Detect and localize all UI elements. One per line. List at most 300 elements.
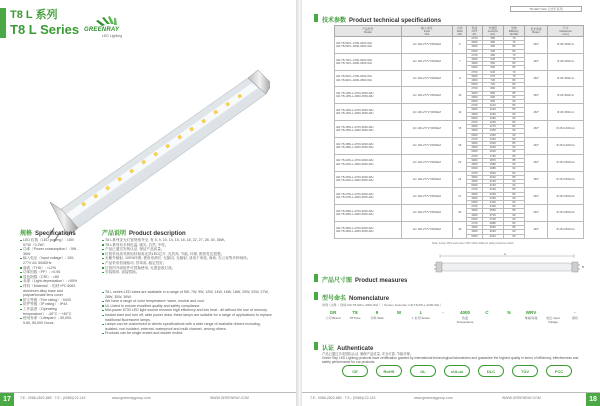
table-header-cell: 色温 CCT (K) xyxy=(467,26,482,37)
watt-cell: 7 xyxy=(453,53,467,70)
efficacy-cell: 90 xyxy=(503,217,524,221)
cct-cell: 6000 xyxy=(467,116,482,120)
footer-contact: T.E.: 0086-2822-880 · T.E.: (0086)122-115 xyxy=(310,396,376,400)
beam-cell: 160° xyxy=(524,205,547,222)
certification-logo: cULus xyxy=(444,365,470,377)
lumen-cell: 1350 xyxy=(482,129,503,133)
footer-brand-url: WWW.GREENRAY.COM xyxy=(210,396,249,400)
efficacy-cell: 80 xyxy=(503,121,524,125)
measure-cell: Φ 26×1500mm xyxy=(548,154,584,171)
lumen-cell: 1200 xyxy=(482,121,503,125)
measure-cell: Φ 26×1500mm xyxy=(548,188,584,205)
table-header-cell: 光通量 Lumens (lm) xyxy=(482,26,503,37)
series-title-cn: T8 L 系列 xyxy=(10,9,58,21)
desc-cn-item: 无紫外辐射, 100%环保, 使用寿命长, 无频闪, 无辐射, 适用于家庭, 商场, 办公室等多种场所。 xyxy=(102,256,272,261)
efficacy-cell: 90 xyxy=(503,146,524,150)
cct-cell: 4000 xyxy=(467,163,482,167)
lumen-cell: 720 xyxy=(482,79,503,83)
efficacy-cell: 90 xyxy=(503,196,524,200)
footer-brand-url: WWW.GREENRAY.COM xyxy=(502,396,541,400)
voltage-cell: AC 100-277V 50/60HZ xyxy=(401,171,453,188)
lumen-cell: 850 xyxy=(482,91,503,95)
nomenclature-code xyxy=(542,310,564,315)
beam-cell: 160° xyxy=(524,221,547,238)
desc-en-item: We have a range of color temperature: warm, neutral and cool. xyxy=(102,299,272,304)
measure-cell: Φ 26×2400mm xyxy=(548,221,584,238)
nomenclature-label xyxy=(432,317,454,324)
cct-cell: 6000 xyxy=(467,66,482,70)
lumen-cell: 1980 xyxy=(482,163,503,167)
table-header-cell: 发光角度 Beam xyxy=(524,26,547,37)
efficacy-cell: 85 xyxy=(503,108,524,112)
model-cell: GR-T8-7W-L-2700-3000-WH GR-T8-7W-L-4000-4500-WH xyxy=(335,53,402,70)
beam-cell: 160° xyxy=(524,121,547,138)
desc-en-item: Lamps can be customized to clients specifications with a wide range of available drivers including, isolated, non isolated, external, waterproof and multi channel, among others. xyxy=(102,322,272,331)
watt-cell: 15 xyxy=(453,121,467,138)
model-cell: GR-T8-30W-L-2700-3000-WH GR-T8-30W-L-4000-4500-WH xyxy=(335,205,402,222)
lumen-cell: 2160 xyxy=(482,179,503,183)
measure-cell: Φ 26×600mm xyxy=(548,70,584,87)
table-header-cell: 产品型号 Model xyxy=(335,26,402,37)
cct-cell: 2700 xyxy=(467,53,482,57)
efficacy-cell: 85 xyxy=(503,175,524,179)
efficacy-cell: 70 xyxy=(503,37,524,41)
efficacy-cell: 80 xyxy=(503,154,524,158)
cct-cell: 3000 xyxy=(467,142,482,146)
efficacy-cell: 90 xyxy=(503,95,524,99)
efficacy-cell: 90 xyxy=(503,163,524,167)
cct-cell: 2700 xyxy=(467,154,482,158)
cct-cell: 2700 xyxy=(467,137,482,141)
efficacy-cell: 90 xyxy=(503,133,524,137)
watt-cell: 30 xyxy=(453,205,467,222)
lumen-cell: 380 xyxy=(482,41,503,45)
efficacy-cell: 70 xyxy=(503,70,524,74)
efficacy-cell: 80 xyxy=(503,45,524,49)
green-accent-bar xyxy=(314,14,318,22)
lumen-cell: 490 xyxy=(482,53,503,57)
nomenclature-code: T8 xyxy=(352,310,358,315)
measure-cell: Φ 26×450mm xyxy=(548,53,584,70)
efficacy-cell: 90 xyxy=(503,234,524,238)
desc-en-item: T8 L series LED tubes are available in a range of 5W, 7W, 9W, 12W, 14W, 16W, 18W, 20W, 22W, 27W, 28W, 30W, 36W. xyxy=(102,290,272,299)
efficacy-cell: 80 xyxy=(503,171,524,175)
authenticate-text xyxy=(322,352,587,365)
model-cell: GR-T8-22W-L-2700-3000-WH GR-T8-22W-L-4000-4500-WH xyxy=(335,154,402,171)
lumen-cell: 525 xyxy=(482,58,503,62)
lumen-cell: 720 xyxy=(482,83,503,87)
nomenclature-label: 公司 Brand xyxy=(325,316,341,320)
nomenclature-code: C xyxy=(485,310,489,315)
product-description-en-list xyxy=(102,290,272,336)
cct-cell: 4000 xyxy=(467,95,482,99)
product-description-heading: 产品说明 Product description xyxy=(102,231,186,237)
voltage-cell: AC 100-277V 50/60HZ xyxy=(401,137,453,154)
table-row xyxy=(335,87,584,91)
voltage-cell: AC 100-277V 50/60HZ xyxy=(401,121,453,138)
lumen-cell: 1260 xyxy=(482,112,503,116)
beam-cell: 160° xyxy=(524,37,547,54)
authenticate-cn: 产品已通过多项国际认证, 确保产品质量, 安全可靠, 节能环保。 xyxy=(322,352,414,356)
efficacy-cell: 75 xyxy=(503,74,524,78)
footer-contact: T.E.: 0086-2822-880 · T.E.: (0086)122-115 xyxy=(20,396,86,400)
table-row xyxy=(335,205,584,209)
cct-cell: 4000 xyxy=(467,213,482,217)
nomenclature-label xyxy=(476,317,498,324)
efficacy-cell: 80 xyxy=(503,205,524,209)
table-header-cell: 尺寸 Measures (mm) xyxy=(548,26,584,37)
nomenclature-example: 举例 / 注释（ 例如 GR-T8-9W-L-4000-WH ）（ Series | Example: GR-T8-9W-L-4000-WH ） xyxy=(322,303,444,307)
efficacy-cell: 90 xyxy=(503,112,524,116)
voltage-cell: AC 100-277V 50/60HZ xyxy=(401,53,453,70)
lumen-cell: 3060 xyxy=(482,226,503,230)
desc-cn-item: 产品采用恒流驱动, 效率高, 稳定性好。 xyxy=(102,261,272,266)
efficacy-cell: 80 xyxy=(503,137,524,141)
lumen-cell: 1920 xyxy=(482,171,503,175)
right-footer xyxy=(302,392,600,406)
lumen-cell: 1275 xyxy=(482,125,503,129)
footer-website: www.greenraygroup.com xyxy=(414,396,453,400)
lumen-cell: 3240 xyxy=(482,234,503,238)
efficacy-cell: 85 xyxy=(503,158,524,162)
efficacy-cell: 90 xyxy=(503,213,524,217)
watt-cell: 36 xyxy=(453,221,467,238)
nomenclature-label xyxy=(498,317,520,324)
logo-tagline: LED Lighting xyxy=(102,34,123,38)
right-page xyxy=(302,0,600,406)
spec-item: 功率（Power consumption）: 5W - 36W xyxy=(20,247,80,256)
table-header-cell: 功率 Watt (W) xyxy=(453,26,467,37)
cct-cell: 3000 xyxy=(467,226,482,230)
desc-cn-item: 安装简单, 直接替换。 xyxy=(102,270,272,275)
measure-cell: Φ 26×1500mm xyxy=(548,171,584,188)
footer-website: www.greenraygroup.com xyxy=(112,396,151,400)
nomenclature-code: 4000 xyxy=(459,310,470,315)
efficacy-cell: 75 xyxy=(503,58,524,62)
lumen-cell: 2430 xyxy=(482,200,503,204)
voltage-cell: AC 100-277V 50/60HZ xyxy=(401,104,453,121)
model-cell: GR-T8-24W-L-2700-3000-WH GR-T8-24W-L-4000-4500-WH xyxy=(335,171,402,188)
spec-item: 防尘等级（Fire rating）: 94V0 xyxy=(20,298,80,303)
lumen-cell: 1530 xyxy=(482,142,503,146)
cct-cell: 2700 xyxy=(467,70,482,74)
lumen-cell: 2295 xyxy=(482,192,503,196)
lumen-cell: 675 xyxy=(482,74,503,78)
desc-en-item: Products can be single ended and double ended. xyxy=(102,331,272,336)
cct-cell: 2700 xyxy=(467,121,482,125)
efficacy-cell: 80 xyxy=(503,221,524,225)
logo-wordmark: GREENRAY xyxy=(84,27,120,33)
beam-cell: 160° xyxy=(524,154,547,171)
cct-cell: 3000 xyxy=(467,91,482,95)
table-row xyxy=(335,53,584,57)
nomenclature-code: - xyxy=(442,310,444,315)
cct-cell: 3000 xyxy=(467,175,482,179)
lumen-cell: 1620 xyxy=(482,150,503,154)
nomenclature-code: GR xyxy=(329,310,337,315)
spec-item: 防护等级（IP rating）: IP44 xyxy=(20,302,80,307)
efficacy-cell: 75 xyxy=(503,41,524,45)
efficacy-cell: 85 xyxy=(503,142,524,146)
model-cell: GR-T8-15W-L-2700-3000-WH GR-T8-15W-L-4000-4500-WH xyxy=(335,121,402,138)
cct-cell: 2700 xyxy=(467,87,482,91)
efficacy-cell: 80 xyxy=(503,87,524,91)
cct-cell: 6000 xyxy=(467,83,482,87)
efficacy-cell: 80 xyxy=(503,79,524,83)
cct-cell: 6000 xyxy=(467,217,482,221)
model-cell: GR-T8-14W-L-2700-3000-WH GR-T8-14W-L-4000-4500-WH xyxy=(335,104,402,121)
efficacy-cell: 90 xyxy=(503,230,524,234)
nomenclature-label xyxy=(388,317,410,324)
desc-en-item: UL Listed to ensure excellent quality and safety compliance. xyxy=(102,304,272,309)
efficacy-cell: 85 xyxy=(503,91,524,95)
efficacy-cell: 80 xyxy=(503,83,524,87)
cct-cell: 3000 xyxy=(467,125,482,129)
nomenclature-code: - xyxy=(574,310,576,315)
table-note: Note: lumen ±5% and power ±5% within different LED production batch xyxy=(432,242,514,245)
efficacy-cell: 70 xyxy=(503,53,524,57)
nomenclature-heading: 型号命名 Nomenclature xyxy=(322,296,390,302)
nomenclature-breakdown xyxy=(322,310,592,324)
lumen-cell: 2700 xyxy=(482,213,503,217)
voltage-cell: AC 100-277V 50/60HZ xyxy=(401,205,453,222)
nomenclature-codes xyxy=(322,310,592,315)
nomenclature-label: 电压 Input Voltage xyxy=(546,316,560,324)
watt-cell: 22 xyxy=(453,154,467,171)
desc-cn-item: T8 L系列有多种色温, 暖光, 自然, 中性。 xyxy=(102,243,272,248)
efficacy-cell: 80 xyxy=(503,104,524,108)
model-cell: GR-T8-9W-L-2700-3000-WH GR-T8-9W-L-4000-4500-WH xyxy=(335,70,402,87)
spec-item: 谐波（THD）: <12% xyxy=(20,266,80,271)
voltage-cell: AC 100-277V 50/60HZ xyxy=(401,221,453,238)
cct-cell: 2700 xyxy=(467,171,482,175)
cct-cell: 4000 xyxy=(467,129,482,133)
cct-cell: 4000 xyxy=(467,230,482,234)
lumen-cell: 900 xyxy=(482,100,503,104)
desc-en-item: Mid-power 5730 LED light source ensures high efficiency and low heat - all without the use of mercury. xyxy=(102,308,272,313)
cct-cell: 3000 xyxy=(467,74,482,78)
cct-cell: 6000 xyxy=(467,200,482,204)
certification-logo: UL xyxy=(410,365,436,377)
left-footer xyxy=(0,392,298,406)
cct-cell: 6000 xyxy=(467,234,482,238)
efficacy-cell: 90 xyxy=(503,116,524,120)
lumen-cell: 800 xyxy=(482,87,503,91)
lumen-cell: 1190 xyxy=(482,108,503,112)
desc-en-item: Instant start and turn off, wide power draw, these lamps are suitable for a range of applications to replace traditional fluorescent lamps. xyxy=(102,313,272,322)
table-row xyxy=(335,37,584,41)
beam-cell: 160° xyxy=(524,53,547,70)
cct-cell: 2700 xyxy=(467,104,482,108)
table-row xyxy=(335,137,584,141)
voltage-cell: AC 100-277V 50/60HZ xyxy=(401,70,453,87)
spec-item: 材料（Material）: 铝材+PC 6063 aluminum alloy base and polycarbonate lens cover xyxy=(20,284,80,298)
nomenclature-label: T8 Tube xyxy=(349,316,361,320)
voltage-cell: AC 100-277V 50/60HZ xyxy=(401,188,453,205)
efficacy-cell: 90 xyxy=(503,150,524,154)
page-number: 17 xyxy=(0,393,14,406)
lumen-cell: 1260 xyxy=(482,116,503,120)
cct-cell: 6000 xyxy=(467,49,482,53)
lumen-cell: 560 xyxy=(482,66,503,70)
beam-cell: 160° xyxy=(524,87,547,104)
product-description-cn-list xyxy=(102,238,272,275)
desc-cn-item: 灯管内外部组件可替换使用, 无需更改灯座。 xyxy=(102,266,272,271)
measure-cell: Φ 26×600mm xyxy=(548,87,584,104)
lumen-cell: 400 xyxy=(482,45,503,49)
beam-cell: 160° xyxy=(524,70,547,87)
watt-cell: 5 xyxy=(453,37,467,54)
measure-cell: Φ 26×1800mm xyxy=(548,205,584,222)
efficacy-cell: 85 xyxy=(503,192,524,196)
lumen-cell: 1350 xyxy=(482,133,503,137)
cct-cell: 3000 xyxy=(467,192,482,196)
cct-cell: 3000 xyxy=(467,58,482,62)
cct-cell: 4000 xyxy=(467,196,482,200)
left-page xyxy=(0,0,298,406)
cct-cell: 4000 xyxy=(467,62,482,66)
measures-heading: 产品尺寸图 Product measures xyxy=(322,278,408,284)
model-cell: GR-T8-36W-L-2700-3000-WH GR-T8-36W-L-4000-4500-WH xyxy=(335,221,402,238)
cct-cell: 6000 xyxy=(467,133,482,137)
efficacy-cell: 85 xyxy=(503,209,524,213)
spec-item: 功率因数（PF）: >0.95 xyxy=(20,270,80,275)
desc-cn-item: 灯管采用高导热铝材和高光效LED芯片, 光效高, 节能, 环保, 散热性也很强。 xyxy=(102,252,272,257)
section-header-tag: T8 LED Tube 日光灯系列 xyxy=(510,6,582,12)
certification-logo: DLC xyxy=(478,365,504,377)
efficacy-cell: 85 xyxy=(503,226,524,230)
measure-cell: Φ 26×300mm xyxy=(548,37,584,54)
efficacy-cell: 80 xyxy=(503,62,524,66)
lumen-cell: 2430 xyxy=(482,196,503,200)
lumen-cell: 1120 xyxy=(482,104,503,108)
measure-label-a: A xyxy=(504,252,507,256)
desc-cn-item: T8 L系列荧光灯管规格齐全, 有 5, 9, 10, 14, 15, 16, 18, 22, 27, 28, 30, 36W。 xyxy=(102,238,272,243)
authenticate-heading: 认证 Authenticate xyxy=(322,346,374,352)
lumen-cell: 2550 xyxy=(482,209,503,213)
table-row xyxy=(335,221,584,225)
nomenclature-label: 颜色 xyxy=(571,316,578,320)
watt-cell: 24 xyxy=(453,171,467,188)
lumen-cell: 630 xyxy=(482,70,503,74)
green-accent-bar xyxy=(0,8,6,38)
efficacy-cell: 90 xyxy=(503,179,524,183)
certification-logo: CE xyxy=(342,365,368,377)
voltage-cell: AC 100-277V 50/60HZ xyxy=(401,154,453,171)
watt-cell: 10 xyxy=(453,87,467,104)
certification-logo: TÜV xyxy=(512,365,538,377)
green-accent-bar xyxy=(314,342,318,350)
tech-spec-heading: 技术参数 Product technical specifications xyxy=(322,18,442,24)
green-accent-bar xyxy=(314,292,318,300)
tech-spec-table xyxy=(334,25,584,239)
table-row xyxy=(335,104,584,108)
spec-item: 显色指数（CRI）: >80 xyxy=(20,275,80,280)
measure-cell: Φ 26×900mm xyxy=(548,104,584,121)
nomenclature-code: 9 xyxy=(375,310,379,315)
nomenclature-label: L 系列 Series xyxy=(412,316,430,320)
cct-cell: 4000 xyxy=(467,146,482,150)
lumen-cell: 1760 xyxy=(482,154,503,158)
model-cell: GR-T8-18W-L-2700-3000-WH GR-T8-18W-L-4000-4500-WH xyxy=(335,137,402,154)
series-title-en: T8 L Series xyxy=(10,22,80,37)
nomenclature-code: N xyxy=(507,310,511,315)
lumen-cell: 2880 xyxy=(482,221,503,225)
nomenclature-label: 功率 Watt xyxy=(370,316,384,320)
cct-cell: 6000 xyxy=(467,150,482,154)
lumen-cell: 560 xyxy=(482,62,503,66)
cct-cell: 3000 xyxy=(467,158,482,162)
lumen-cell: 2400 xyxy=(482,205,503,209)
certification-logo: RoHS xyxy=(376,365,402,377)
measure-cell: Φ 26×1200mm xyxy=(548,121,584,138)
efficacy-cell: 90 xyxy=(503,167,524,171)
nomenclature-label: 色温 Temperature xyxy=(456,316,474,324)
watt-cell: 18 xyxy=(453,137,467,154)
lumen-cell: 400 xyxy=(482,49,503,53)
table-row xyxy=(335,171,584,175)
table-header-cell: 光效 Efficacy (lm/W) xyxy=(503,26,524,37)
nomenclature-code: WRV xyxy=(525,310,537,315)
cct-cell: 2700 xyxy=(467,205,482,209)
model-cell: GR-T8-27W-L-2700-3000-WH GR-T8-27W-L-4000-4500-WH xyxy=(335,188,402,205)
lumen-cell: 2160 xyxy=(482,188,503,192)
spec-item: 工作温度（Operating temperature）: -40°C ~ +45°C xyxy=(20,307,80,316)
efficacy-cell: 90 xyxy=(503,129,524,133)
spec-item: LED 粒数（LED pcs/mg）: 150/ 5730（0.2W） xyxy=(20,238,80,247)
beam-cell: 160° xyxy=(524,188,547,205)
certification-logo: FCC xyxy=(546,365,572,377)
measure-label-b: B xyxy=(582,265,585,269)
cct-cell: 4000 xyxy=(467,45,482,49)
efficacy-cell: 80 xyxy=(503,66,524,70)
cct-cell: 6000 xyxy=(467,167,482,171)
beam-cell: 160° xyxy=(524,137,547,154)
cct-cell: 4000 xyxy=(467,112,482,116)
specifications-heading: 规格 Specifications xyxy=(20,231,76,237)
spec-item: 寿命（Light depreciation）: >50% xyxy=(20,279,80,284)
measure-cell: Φ 26×1200mm xyxy=(548,137,584,154)
model-cell: GR-T8-5W-L-2700-3000-WH GR-T8-5W-L-4000-4500-WH xyxy=(335,37,402,54)
lumen-cell: 900 xyxy=(482,95,503,99)
authenticate-en: Green Ray LED Lighting products have certification granted by international technological laboratories and guarantee the highest quality in terms of efficiency, effectiveness and safety performance for our products. xyxy=(322,356,579,365)
table-row xyxy=(335,70,584,74)
table-row xyxy=(335,188,584,192)
voltage-cell: AC 100-277V 50/60HZ xyxy=(401,87,453,104)
specifications-list xyxy=(20,238,80,325)
efficacy-cell: 90 xyxy=(503,200,524,204)
cct-cell: 6000 xyxy=(467,184,482,188)
table-header-cell: 输入电压 Input Volt xyxy=(401,26,453,37)
cct-cell: 2700 xyxy=(467,37,482,41)
beam-cell: 160° xyxy=(524,171,547,188)
lumen-cell: 2040 xyxy=(482,175,503,179)
lumen-cell: 1870 xyxy=(482,158,503,162)
nomenclature-labels xyxy=(322,317,592,324)
lumen-cell: 2700 xyxy=(482,217,503,221)
cct-cell: 2700 xyxy=(467,221,482,225)
lumen-cell: 1620 xyxy=(482,146,503,150)
cct-cell: 4000 xyxy=(467,79,482,83)
cct-cell: 3000 xyxy=(467,209,482,213)
lumen-cell: 1980 xyxy=(482,167,503,171)
voltage-cell: AC 100-277V 50/60HZ xyxy=(401,37,453,54)
spec-item: 输入电压（Input voltage）: 100-277V AC 50/60Hz xyxy=(20,256,80,265)
cct-cell: 4000 xyxy=(467,179,482,183)
desc-cn-item: 产品已通过安规认证, 保证产品质量。 xyxy=(102,247,272,252)
green-accent-bar xyxy=(314,274,318,282)
page-number: 18 xyxy=(586,393,600,406)
